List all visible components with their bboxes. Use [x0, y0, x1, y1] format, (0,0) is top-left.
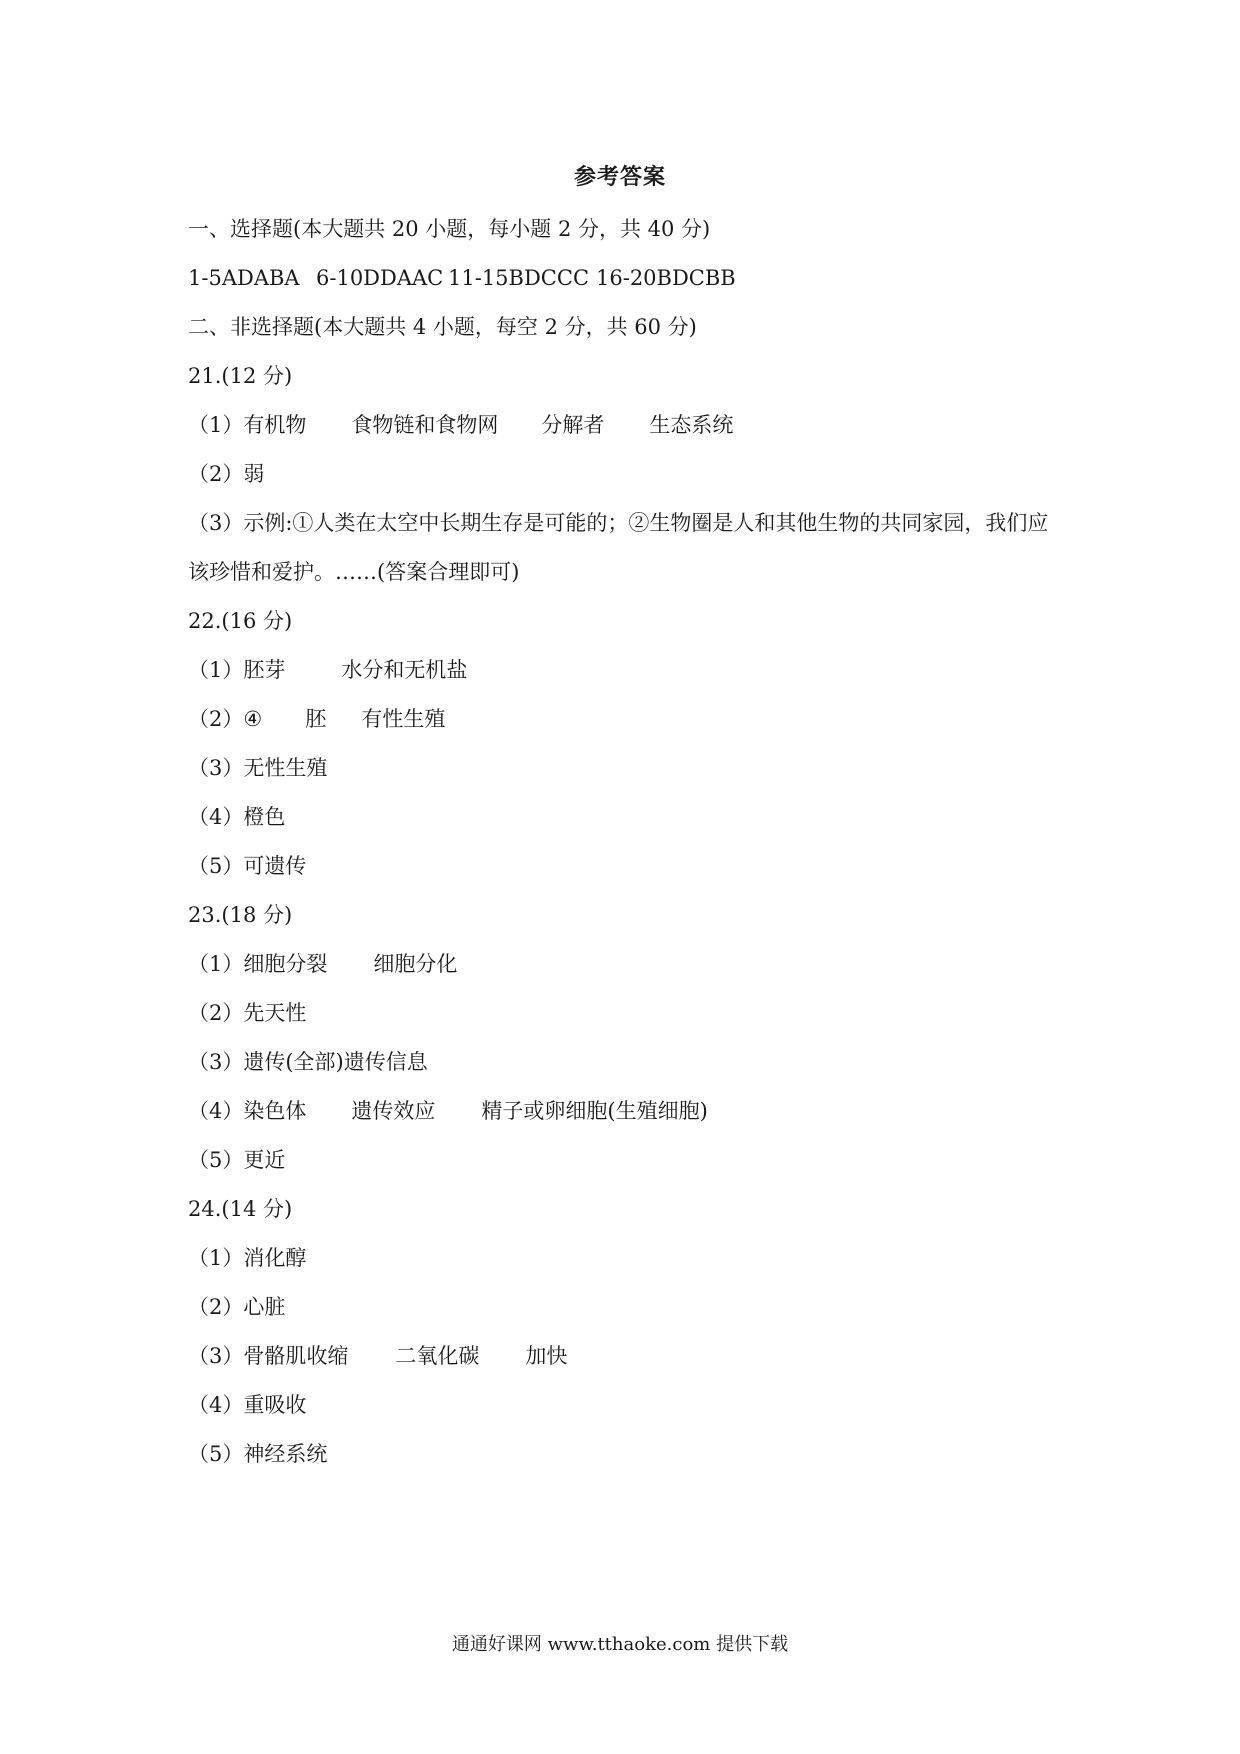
answer-content [188, 205, 1068, 1479]
question-part: （2）④ 胚 有性生殖 [188, 707, 446, 731]
question-part: （4）染色体 遗传效应 精子或卵细胞(生殖细胞) [188, 1099, 708, 1123]
question-part: （3）遗传(全部)遗传信息 [188, 1050, 428, 1074]
question-part: （3）骨骼肌收缩 二氧化碳 加快 [188, 1344, 568, 1368]
choice-answers [188, 254, 1068, 303]
section1-heading: 一、选择题(本大题共 20 小题，每小题 2 分，共 40 分) [188, 217, 711, 241]
question-part: （1）有机物 食物链和食物网 分解者 生态系统 [188, 413, 734, 437]
question-part: （4）重吸收 [188, 1393, 307, 1417]
question-part: （1）消化醇 [188, 1246, 307, 1270]
question-part: （3）示例:①人类在太空中长期生存是可能的；②生物圈是人和其他生物的共同家园，我们应该珍惜和爱护。……(答案合理即可) [188, 511, 1049, 584]
question-part: （3）无性生殖 [188, 756, 328, 780]
page-title: 参考答案 [573, 164, 666, 190]
question-part: （1）细胞分裂 细胞分化 [188, 952, 458, 976]
answer-group: 11-15BDCCC [448, 266, 590, 290]
question-label: 23.(18 分) [188, 903, 293, 927]
answer-group: 16-20BDCBB [596, 266, 736, 290]
section2-heading: 二、非选择题(本大题共 4 小题，每空 2 分，共 60 分) [188, 315, 697, 339]
answer-group: 1-5ADABA [188, 266, 300, 290]
page-footer: 通通好课网 www.tthaoke.com 提供下载 [451, 1634, 789, 1655]
answer-group: 6-10DDAAC [316, 266, 444, 290]
question-part: （5）更近 [188, 1148, 286, 1172]
question-part: （5）可遗传 [188, 854, 307, 878]
question-label: 24.(14 分) [188, 1197, 293, 1221]
question-part: （2）心脏 [188, 1295, 286, 1319]
question-label: 21.(12 分) [188, 364, 293, 388]
question-part: （1）胚芽 水分和无机盐 [188, 658, 468, 682]
question-part: （4）橙色 [188, 805, 286, 829]
question-part: （2）先天性 [188, 1001, 307, 1025]
question-part: （2）弱 [188, 462, 265, 486]
question-label: 22.(16 分) [188, 609, 293, 633]
question-part: （5）神经系统 [188, 1442, 328, 1466]
